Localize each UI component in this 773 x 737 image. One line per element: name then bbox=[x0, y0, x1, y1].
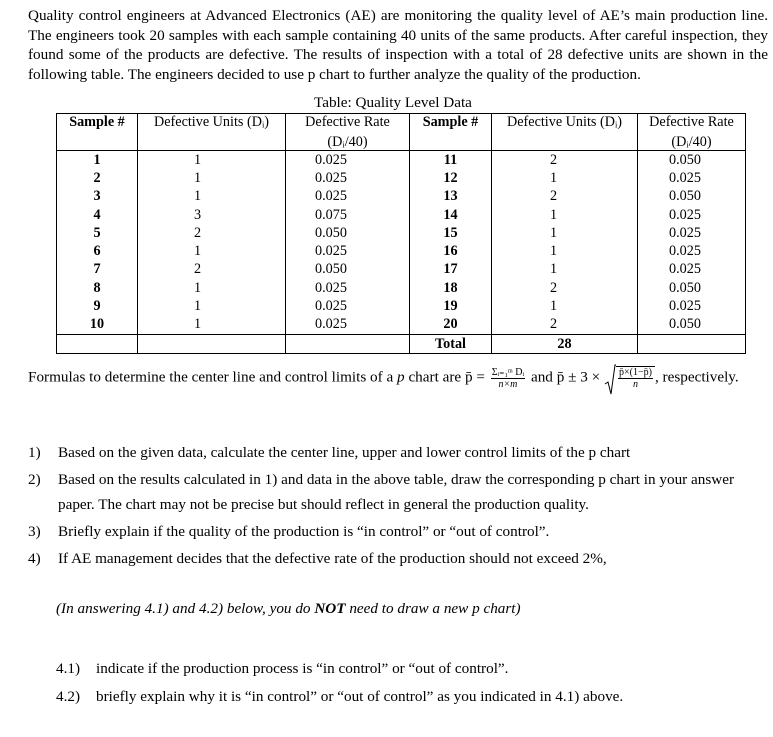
question-item bbox=[28, 519, 768, 544]
table-cell: 2 bbox=[492, 316, 638, 335]
table-cell bbox=[286, 334, 410, 353]
table-cell: 3 bbox=[138, 206, 286, 224]
question-item bbox=[28, 546, 768, 571]
sqrt-denominator: n bbox=[632, 379, 638, 390]
table-cell: 0.025 bbox=[638, 206, 746, 224]
sub-question-text: indicate if the production process is “in control” or “out of control”. bbox=[96, 660, 509, 677]
table-cell: 2 bbox=[492, 279, 638, 297]
table-cell: 1 bbox=[492, 297, 638, 315]
table-cell: 7 bbox=[57, 261, 138, 279]
header-defective-rate-2: Defective Rate bbox=[638, 114, 746, 135]
table-cell: 1 bbox=[138, 169, 286, 187]
table-cell: 4 bbox=[57, 206, 138, 224]
sqrt-sign-icon bbox=[604, 362, 616, 396]
question-text: If AE management decides that the defective rate of the production should not exceed 2%, bbox=[58, 550, 607, 567]
table-cell: 1 bbox=[138, 297, 286, 315]
sqrt-fraction bbox=[618, 367, 653, 390]
sub-question-item bbox=[56, 656, 623, 681]
table-row bbox=[57, 279, 746, 297]
formulas-p-letter: p bbox=[397, 368, 405, 386]
table-cell: 0.050 bbox=[638, 188, 746, 206]
header-rate-formula-1: (Dᵢ/40) bbox=[286, 134, 410, 151]
table-cell: 1 bbox=[138, 151, 286, 170]
table-cell: 15 bbox=[410, 224, 492, 242]
table-cell: 0.050 bbox=[286, 261, 410, 279]
table-cell: 13 bbox=[410, 188, 492, 206]
table-cell: 3 bbox=[57, 188, 138, 206]
sub-question-number: 4.2) bbox=[56, 688, 81, 705]
header-sample-2: Sample # bbox=[410, 114, 492, 135]
table-row bbox=[57, 297, 746, 315]
table-cell: 14 bbox=[410, 206, 492, 224]
note-before: (In answering 4.1) and 4.2) below, you do bbox=[56, 600, 311, 617]
header-defective-units-2: Defective Units (Dᵢ) bbox=[492, 114, 638, 135]
table-cell: 16 bbox=[410, 242, 492, 260]
table-row bbox=[57, 316, 746, 335]
table-cell: 1 bbox=[492, 242, 638, 260]
table-cell: 0.025 bbox=[286, 279, 410, 297]
table-cell: 0.025 bbox=[286, 242, 410, 260]
total-label: Total bbox=[410, 334, 492, 353]
table-cell: 1 bbox=[138, 279, 286, 297]
table-cell: 0.025 bbox=[286, 316, 410, 335]
table-row bbox=[57, 242, 746, 260]
table-cell: 18 bbox=[410, 279, 492, 297]
header-rate-formula-2: (Dᵢ/40) bbox=[638, 134, 746, 151]
table-cell: 0.050 bbox=[638, 151, 746, 170]
note-bold: NOT bbox=[314, 600, 346, 617]
table-cell: 11 bbox=[410, 151, 492, 170]
fraction-numerator: Σᵢ₌₁ᵐ Dᵢ bbox=[491, 366, 525, 378]
table-cell: 0.025 bbox=[286, 151, 410, 170]
table-row bbox=[57, 188, 746, 206]
pbar-eq: p̄ = bbox=[464, 368, 485, 386]
question-number: 3) bbox=[28, 523, 41, 540]
header-defective-units-1: Defective Units (Dᵢ) bbox=[138, 114, 286, 135]
table-cell: 19 bbox=[410, 297, 492, 315]
header-blank bbox=[57, 134, 138, 151]
sqrt-expression bbox=[604, 366, 655, 390]
and-text: and p̄ ± 3 × bbox=[530, 368, 601, 386]
sub-questions bbox=[56, 656, 623, 712]
table-title: Table: Quality Level Data bbox=[314, 94, 472, 111]
table-cell: 0.025 bbox=[286, 188, 410, 206]
sub-question-text: briefly explain why it is “in control” or “out of control” as you indicated in 4.1) above. bbox=[96, 688, 624, 705]
table-cell: 0.025 bbox=[638, 297, 746, 315]
formulas-line bbox=[28, 366, 773, 390]
note-after: need to draw a new p chart) bbox=[349, 600, 521, 617]
header-blank bbox=[492, 134, 638, 151]
table-cell: 1 bbox=[138, 316, 286, 335]
question-text: Based on the given data, calculate the center line, upper and lower control limits of the p chart bbox=[58, 444, 631, 461]
table-row bbox=[57, 224, 746, 242]
table-cell: 2 bbox=[492, 188, 638, 206]
table-cell: 2 bbox=[492, 151, 638, 170]
questions-list bbox=[28, 440, 768, 573]
formulas-suffix: , respectively. bbox=[654, 368, 739, 386]
header-sample-1: Sample # bbox=[57, 114, 138, 135]
table-row bbox=[57, 151, 746, 170]
table-cell: 0.050 bbox=[638, 316, 746, 335]
total-value: 28 bbox=[492, 334, 638, 353]
table-cell: 2 bbox=[138, 224, 286, 242]
table-cell: 8 bbox=[57, 279, 138, 297]
table-cell: 0.025 bbox=[286, 169, 410, 187]
table-row bbox=[57, 206, 746, 224]
center-line-fraction bbox=[491, 367, 525, 390]
header-blank bbox=[138, 134, 286, 151]
table-cell: 1 bbox=[492, 169, 638, 187]
table-cell: 5 bbox=[57, 224, 138, 242]
fraction-denominator: n×m bbox=[498, 378, 518, 390]
table-cell: 6 bbox=[57, 242, 138, 260]
formulas-prefix: Formulas to determine the center line and control limits of a bbox=[28, 368, 394, 386]
table-cell: 1 bbox=[138, 188, 286, 206]
total-row bbox=[57, 334, 746, 353]
table-cell: 9 bbox=[57, 297, 138, 315]
question-item bbox=[28, 440, 768, 465]
question-text: Based on the results calculated in 1) and data in the above table, draw the corresponding p chart in your answer paper. The chart may not be precise but should reflect in general the production quality. bbox=[58, 471, 735, 513]
table-row bbox=[57, 261, 746, 279]
table-row bbox=[57, 169, 746, 187]
question-item bbox=[28, 467, 768, 517]
question-number: 2) bbox=[28, 471, 41, 488]
table-cell: 1 bbox=[492, 206, 638, 224]
intro-paragraph: Quality control engineers at Advanced Electronics (AE) are monitoring the quality level of AE’s main production line. The engineers took 20 samples with each sample containing 40 units of the same products. After careful inspection, they found some of the products are defective. The results of inspection with a total of 28 defective units are shown in the following table. The engineers decided to use p chart to further analyze the quality of the production. bbox=[28, 7, 768, 83]
table-cell: 0.050 bbox=[638, 279, 746, 297]
sub-question-number: 4.1) bbox=[56, 660, 81, 677]
table-cell: 10 bbox=[57, 316, 138, 335]
sub-question-item bbox=[56, 684, 623, 709]
table-cell bbox=[57, 334, 138, 353]
table-cell: 0.025 bbox=[286, 297, 410, 315]
table-cell: 0.025 bbox=[638, 242, 746, 260]
sqrt-inner bbox=[616, 366, 655, 390]
table-cell: 0.025 bbox=[638, 169, 746, 187]
table-cell: 2 bbox=[138, 261, 286, 279]
table-cell: 0.075 bbox=[286, 206, 410, 224]
table-cell bbox=[638, 334, 746, 353]
table-cell: 17 bbox=[410, 261, 492, 279]
header-blank bbox=[410, 134, 492, 151]
table-cell: 20 bbox=[410, 316, 492, 335]
table-cell bbox=[138, 334, 286, 353]
table-cell: 2 bbox=[57, 169, 138, 187]
table-cell: 1 bbox=[57, 151, 138, 170]
note-text bbox=[56, 600, 521, 618]
sqrt-numerator: p̄×(1−p̄) bbox=[618, 367, 652, 378]
table-cell: 0.050 bbox=[286, 224, 410, 242]
table-cell: 0.025 bbox=[638, 224, 746, 242]
table-cell: 1 bbox=[492, 224, 638, 242]
header-defective-rate-1: Defective Rate bbox=[286, 114, 410, 135]
question-text: Briefly explain if the quality of the production is “in control” or “out of control”. bbox=[58, 523, 550, 540]
table-cell: 1 bbox=[138, 242, 286, 260]
question-number: 1) bbox=[28, 444, 41, 461]
quality-data-table bbox=[56, 113, 746, 354]
question-number: 4) bbox=[28, 550, 41, 567]
formulas-mid: chart are bbox=[408, 368, 462, 386]
table-cell: 0.025 bbox=[638, 261, 746, 279]
table-cell: 1 bbox=[492, 261, 638, 279]
table-cell: 12 bbox=[410, 169, 492, 187]
